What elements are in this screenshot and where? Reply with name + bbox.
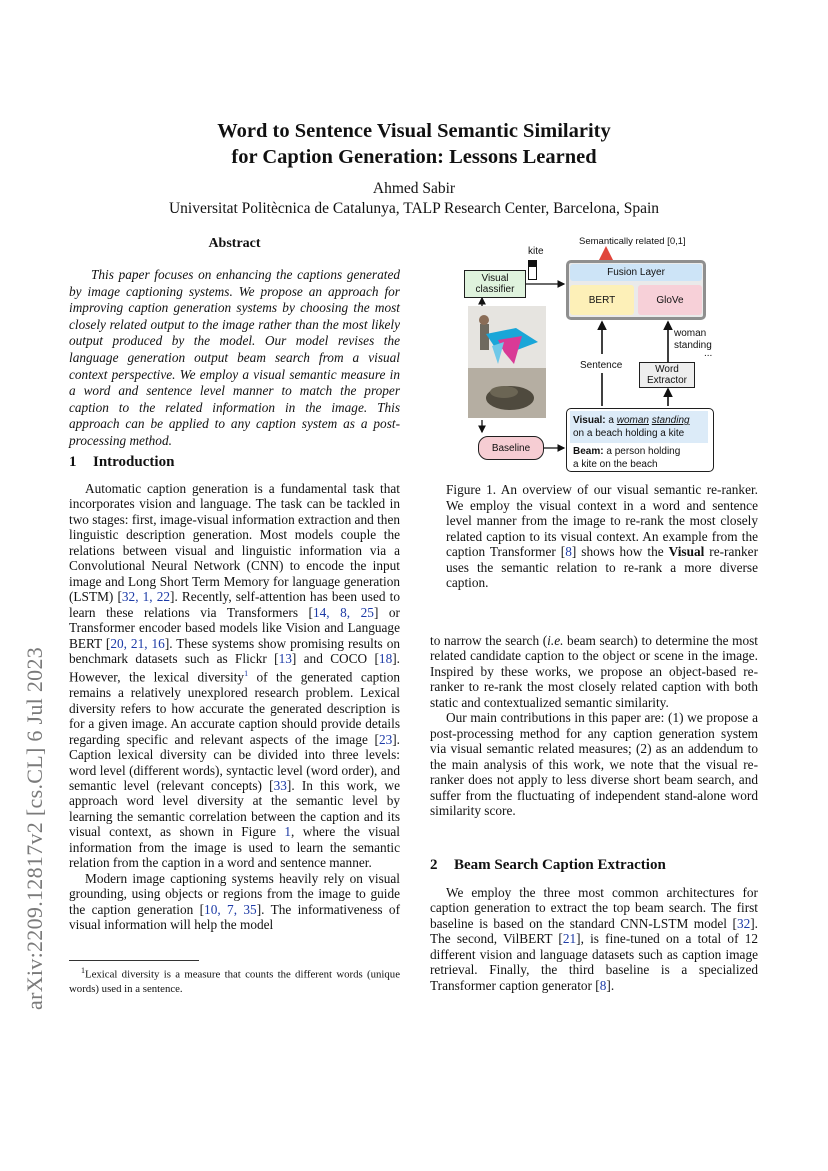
intro-paragraph-2-continued: to narrow the search (i.e. beam search) to determine the most related candidate caption to the object or scene in the image. Inspired by these works, we propose an object-based re-ranker to re-rank the most closely related caption with both static and contextualized semantic similarity. xyxy=(430,633,759,710)
author-block xyxy=(0,179,828,219)
section-1-title: Introduction xyxy=(93,454,175,470)
section-1-number: 1 xyxy=(69,454,77,470)
kite-label: kite xyxy=(528,246,544,257)
citation-link[interactable]: 18 xyxy=(378,650,393,666)
author-name: Ahmed Sabir xyxy=(372,180,456,197)
sentence-label: Sentence xyxy=(580,360,623,371)
footnote-text: Lexical diversity is a measure that counts the different words (unique words) used in a sentence. xyxy=(69,968,400,995)
figure-label: Figure 1. xyxy=(446,482,497,497)
word-extractor-box: Word Extractor xyxy=(639,362,695,388)
intro-paragraph-3: Our main contributions in this paper are: (1) we propose a post-processing method for any caption generation system via visual semantic related measures; (2) as an addendum to the main analysis of this work, we note that the visual re-ranker does not apply to less diverse short beam search, and suffer from the fluctuating of independent stand-alone word similarity score. xyxy=(430,710,758,818)
section-2-body xyxy=(430,885,758,993)
citation-link[interactable]: 20, 21, 16 xyxy=(110,635,165,651)
kite-beach-photo xyxy=(468,306,546,418)
visual-classifier-box: Visual classifier xyxy=(464,270,526,298)
glove-box: GloVe xyxy=(638,285,702,315)
section-2-heading xyxy=(430,857,666,874)
word-woman: woman xyxy=(674,328,707,339)
bert-box: BERT xyxy=(570,285,634,315)
citation-link[interactable]: 32, 1, 22 xyxy=(121,589,171,605)
footnote-link[interactable]: 1 xyxy=(244,669,249,679)
section-1-heading xyxy=(69,454,174,471)
abstract-heading: Abstract xyxy=(208,236,261,251)
paper-title xyxy=(0,118,828,170)
visual-bold: Visual xyxy=(668,544,705,559)
footnote xyxy=(69,964,400,996)
word-standing: standing xyxy=(674,340,712,351)
abstract-text: This paper focuses on enhancing the captions generated by image captioning systems. We propose an approach for improving caption generation systems by choosing the most closely related output to the image rather than the most likely output produced by the model. Our model revises the language generation output beam search from a visual context perspective. We employ a visual semantic measure in a word and sentence level manner to match the proper caption to the related information in the image. This approach can be applied to any caption system as a post-processing method. xyxy=(69,267,400,448)
right-column-body xyxy=(430,633,758,818)
citation-link[interactable]: 8 xyxy=(565,544,572,559)
semantic-related-label: Semantically related [0,1] xyxy=(579,236,686,247)
intro-paragraph-2: Modern image captioning systems heavily rely on visual grounding, using objects or regions from the image to guide the caption generation [10, 7, 35]. The informativeness of visual information will help the model xyxy=(69,870,400,933)
beam-caption: Beam: a person holding a kite on the beach xyxy=(573,446,681,470)
figure-1-caption: Figure 1. An overview of our visual semantic re-ranker. We employ the visual context in a word and sentence level manner from the image to re-rank the most closely related caption to its visual context. An example from the caption Transformer [8] shows how the Visual re-ranker uses the semantic relation to re-rank a more diverse caption. xyxy=(446,482,759,590)
citation-link[interactable]: 8 xyxy=(599,977,607,993)
left-column-body xyxy=(69,481,400,933)
citation-link[interactable]: 21 xyxy=(562,931,577,947)
word-ellipsis: ... xyxy=(704,348,713,359)
section-2-number: 2 xyxy=(430,857,438,873)
citation-link[interactable]: 10, 7, 35 xyxy=(204,901,257,917)
figure-link[interactable]: 1 xyxy=(284,824,292,840)
footnote-rule xyxy=(69,960,199,961)
visual-caption: Visual: a woman standing on a beach holding a kite xyxy=(573,415,690,439)
citation-link[interactable]: 14, 8, 25 xyxy=(312,604,374,620)
arxiv-identifier: arXiv:2209.12817v2 [cs.CL] 6 Jul 2023 xyxy=(22,646,47,1010)
intro-paragraph-1: Automatic caption generation is a fundamental task that incorporates vision and language. The task can be tackled in two stages: first, image-visual information extraction and then linguistic description generation. Most models couple the relations between visual and linguistic information via a Convolutional Neural Network (CNN) to encode the input image and Long Short Term Memory for language generation (LSTM) [32, 1, 22]. Recently, self-attention has been used to learn these relations via Transformers [14, 8, 25] or Transformer encoder based models like Vision and Language BERT [20, 21, 16]. These systems show promising results on benchmark datasets such as Flickr [13] and COCO [18]. However, the lexical diversity$^1$ of the generated caption remains a relatively unexplored research problem. Lexical diversity refers to how accurate the generated description is for a given image. An accurate caption should provide details regarding specific and relevant aspects of the image [23]. Caption lexical diversity can be divided into three levels: word level (different words), syntactic level (word order), and semantic level (relevant concepts) [33]. In this work, we approach word level diversity at the semantic level by learning the semantic correlation between the caption and its visual context, as shown in Figure 1, where the visual information from the image is used to learn the semantic relation from the caption in a word and sentence manner. xyxy=(69,481,400,871)
author-affiliation: Universitat Politècnica de Catalunya, TALP Research Center, Barcelona, Spain xyxy=(168,200,660,217)
beam-paragraph-1: We employ the three most common architectures for caption generation to extract the top beam search. The first baseline is based on the standard CNN-LSTM model [32]. The second, VilBERT [21], is fine-tuned on a total of 12 different vision and language datasets such as caption image retrieval. Finally, the third baseline is a specialized Transformer caption generator [8]. xyxy=(430,885,758,993)
figure-1-diagram xyxy=(446,236,758,476)
footnote-mark: 1 xyxy=(81,966,85,975)
title-line-1: Word to Sentence Visual Semantic Similarity xyxy=(217,120,611,142)
citation-link[interactable]: 33 xyxy=(273,778,287,794)
baseline-box: Baseline xyxy=(478,436,544,460)
citation-link[interactable]: 23 xyxy=(378,731,393,747)
fusion-layer-box: Fusion Layer xyxy=(570,264,702,281)
citation-link[interactable]: 32 xyxy=(736,915,751,931)
one-hot-vector-icon xyxy=(528,260,537,280)
section-2-title: Beam Search Caption Extraction xyxy=(454,857,666,873)
citation-link[interactable]: 13 xyxy=(278,650,292,666)
title-line-2: for Caption Generation: Lessons Learned xyxy=(231,146,597,168)
